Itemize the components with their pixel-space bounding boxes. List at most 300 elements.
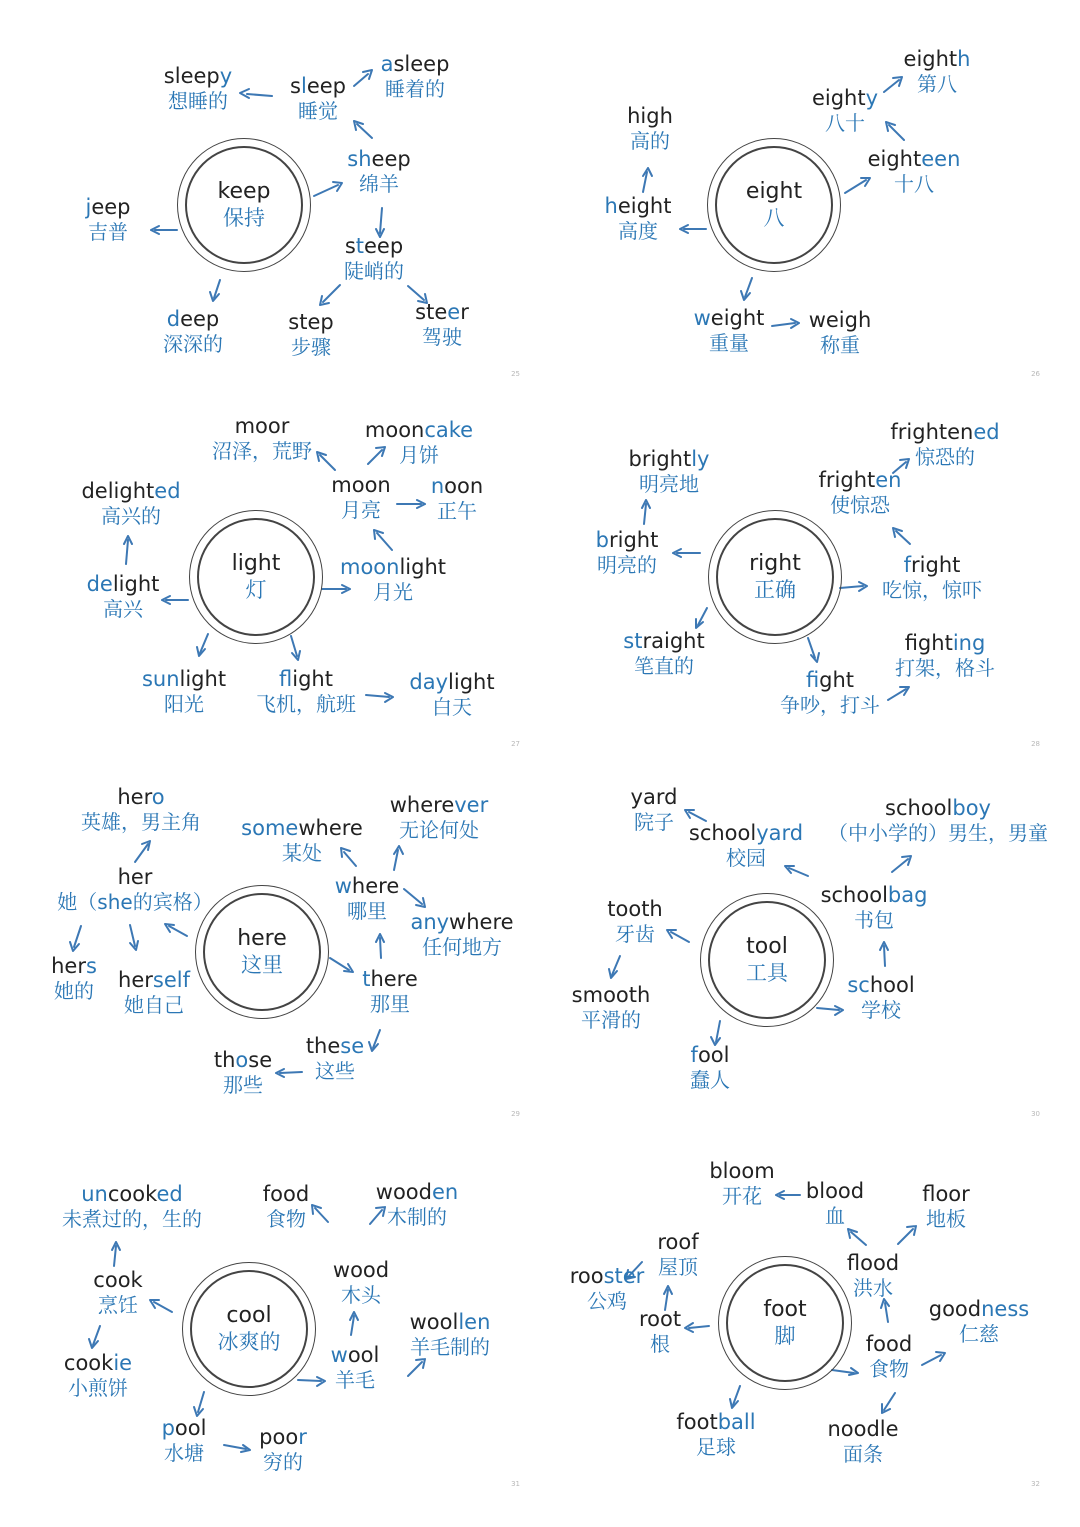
changed-letters: some	[241, 816, 299, 840]
word-english	[409, 670, 494, 695]
word-node	[290, 74, 346, 124]
word-node	[570, 1264, 645, 1314]
word-english	[415, 300, 469, 325]
changed-letters: b	[595, 528, 609, 552]
word-meaning: 那里	[370, 992, 410, 1016]
word-english	[340, 555, 446, 580]
changed-letters: e	[447, 300, 461, 324]
word-meaning: 足球	[695, 1435, 736, 1459]
word-meaning: 吉普	[87, 220, 128, 244]
word-node	[828, 796, 1048, 846]
changed-letters: ver	[454, 793, 489, 817]
changed-letters: se	[340, 1034, 365, 1058]
base-letters: floor	[922, 1182, 970, 1206]
changed-letters: p	[161, 1416, 175, 1440]
word-english	[890, 420, 999, 445]
center-word: keep	[217, 179, 271, 204]
base-letters: roof	[657, 1230, 699, 1254]
word-node	[81, 479, 180, 529]
word-english	[331, 473, 390, 498]
base-letters: raight	[642, 629, 705, 653]
base-letters: sleep	[393, 52, 450, 76]
base-letters: ste	[415, 300, 448, 324]
base-letters: roo	[569, 1264, 604, 1288]
base-letters: where	[449, 910, 514, 934]
word-meaning: 驾驶	[421, 325, 462, 349]
base-letters: fight	[904, 631, 953, 655]
base-letters: where	[298, 816, 363, 840]
word-meaning: 那些	[223, 1073, 263, 1097]
changed-letters: any	[410, 910, 450, 934]
changed-letters: boy	[952, 796, 991, 820]
base-letters: ight	[819, 668, 855, 692]
changed-letters: ed	[973, 420, 1000, 444]
base-letters: foot	[676, 1410, 718, 1434]
page-number: 28	[1031, 740, 1040, 748]
word-english	[868, 147, 961, 172]
word-english	[81, 479, 180, 504]
word-meaning: （中小学的）男生，男童	[828, 821, 1048, 845]
word-english	[895, 631, 995, 656]
page-number: 29	[511, 1110, 520, 1118]
word-english	[780, 668, 880, 693]
word-node	[780, 668, 880, 718]
word-english	[629, 447, 710, 472]
word-node	[347, 147, 410, 197]
word-english	[306, 1034, 364, 1059]
word-node	[331, 473, 390, 523]
changed-letters: y	[219, 64, 233, 88]
word-node	[922, 1182, 970, 1232]
word-english	[390, 793, 488, 818]
word-node	[142, 667, 226, 717]
changed-letters: yard	[756, 821, 804, 845]
word-node	[415, 300, 469, 350]
changed-letters: f	[279, 667, 293, 691]
word-node	[344, 234, 404, 284]
base-letters: right	[911, 553, 961, 577]
word-node	[306, 1034, 364, 1084]
word-node	[390, 793, 488, 843]
base-letters: cook	[93, 1268, 143, 1292]
base-letters: light	[179, 667, 227, 691]
word-meaning: 蠢人	[690, 1068, 730, 1092]
word-english	[62, 1182, 202, 1207]
word-meaning: 烹饪	[98, 1293, 138, 1317]
word-english	[929, 1297, 1029, 1322]
word-meaning: 笔直的	[634, 654, 694, 678]
word-node	[64, 1351, 132, 1401]
word-english	[381, 52, 450, 77]
word-node	[333, 1258, 389, 1308]
changed-letters: a	[380, 52, 394, 76]
base-letters: blood	[805, 1179, 865, 1203]
word-english	[288, 310, 333, 335]
word-english	[376, 1180, 458, 1205]
word-english	[162, 1416, 207, 1441]
word-node	[57, 865, 212, 915]
center-word: right	[749, 551, 801, 576]
base-letters: tooth	[607, 897, 663, 921]
word-meaning: 牙齿	[614, 922, 655, 946]
word-english	[142, 667, 226, 692]
word-node	[340, 555, 446, 605]
word-meaning: 白天	[432, 695, 472, 719]
word-english	[904, 47, 971, 72]
word-node	[694, 306, 765, 356]
changed-letters: f	[903, 553, 912, 577]
word-english	[64, 1351, 132, 1376]
changed-letters: ster	[603, 1264, 645, 1288]
word-node	[162, 1416, 207, 1466]
word-node	[676, 1410, 755, 1460]
changed-letters: een	[921, 147, 961, 171]
word-meaning: 书包	[853, 908, 894, 932]
page-number: 31	[511, 1480, 520, 1488]
center-circle	[189, 510, 323, 644]
word-node	[847, 1251, 899, 1301]
base-letters: eight	[867, 147, 922, 171]
word-english	[163, 307, 223, 332]
word-node	[409, 670, 494, 720]
word-english	[847, 973, 914, 998]
panel-right	[552, 400, 1052, 750]
changed-letters: st	[623, 629, 643, 653]
changed-letters: de	[86, 572, 113, 596]
word-node	[163, 307, 223, 357]
word-node	[410, 1310, 491, 1360]
word-node	[809, 308, 872, 358]
base-letters: poo	[259, 1425, 299, 1449]
word-english	[819, 468, 902, 493]
word-meaning: 惊恐的	[915, 445, 975, 469]
word-node	[335, 874, 400, 924]
word-meaning: 高兴的	[100, 504, 161, 528]
word-meaning: 争吵，打斗	[780, 693, 880, 717]
base-letters: weigh	[808, 308, 872, 332]
panel-here	[32, 770, 532, 1120]
changed-letters: bag	[887, 883, 928, 907]
base-letters: ool	[174, 1416, 207, 1440]
center-circle	[182, 1262, 316, 1396]
word-english	[623, 629, 704, 654]
word-english	[922, 1182, 970, 1207]
base-letters: sleep	[163, 64, 220, 88]
page-number: 32	[1031, 1480, 1040, 1488]
word-english	[627, 104, 673, 129]
word-meaning: 打架，格斗	[895, 656, 995, 680]
center-meaning: 工具	[746, 961, 788, 985]
word-english	[410, 910, 513, 935]
base-letters: step	[288, 310, 334, 334]
changed-letters: j	[85, 195, 92, 219]
changed-letters: ed	[156, 1182, 183, 1206]
word-node	[627, 104, 673, 154]
word-node	[87, 572, 160, 622]
base-letters: cook	[107, 1182, 157, 1206]
center-meaning: 脚	[774, 1324, 796, 1348]
word-meaning: 吃惊，惊吓	[882, 578, 982, 602]
word-meaning: 深深的	[163, 332, 223, 356]
base-letters: se	[248, 1048, 273, 1072]
word-meaning: 第八	[916, 72, 957, 96]
word-meaning: 飞机，航班	[256, 692, 356, 716]
word-node	[657, 1230, 698, 1280]
changed-letters: w	[334, 874, 352, 898]
changed-letters: t	[362, 967, 371, 991]
changed-letters: ball	[717, 1410, 756, 1434]
word-meaning: 睡觉	[298, 99, 338, 123]
base-letters: noodle	[827, 1417, 899, 1441]
word-english	[87, 572, 160, 597]
word-meaning: 无论何处	[398, 818, 479, 842]
changed-letters: t	[355, 234, 364, 258]
word-meaning: 沼泽，荒野	[212, 439, 312, 463]
changed-letters: d	[166, 307, 181, 331]
base-letters: bright	[628, 447, 692, 471]
changed-letters: ness	[981, 1297, 1030, 1321]
changed-letters: un	[81, 1182, 108, 1206]
center-word: foot	[763, 1297, 807, 1322]
base-letters: high	[627, 104, 673, 128]
word-meaning: 木制的	[387, 1205, 447, 1229]
center-meaning: 八	[763, 206, 785, 230]
center-meaning: 正确	[754, 578, 796, 602]
changed-letters: len	[458, 1310, 491, 1334]
base-letters: eight	[710, 306, 765, 330]
word-node	[690, 1043, 730, 1093]
word-meaning: 明亮的	[597, 553, 657, 577]
word-english	[347, 147, 410, 172]
word-meaning: 她的	[53, 979, 94, 1003]
word-meaning: 月饼	[399, 443, 439, 467]
word-meaning: 称重	[819, 333, 860, 357]
word-english	[164, 64, 232, 89]
base-letters: her	[51, 954, 86, 978]
word-english	[607, 897, 662, 922]
word-meaning: 羊毛	[335, 1368, 375, 1392]
word-meaning: 洪水	[852, 1276, 893, 1300]
changed-letters: en	[875, 468, 902, 492]
word-english	[821, 883, 928, 908]
word-english	[214, 1048, 272, 1073]
center-word: tool	[746, 934, 788, 959]
word-meaning: 血	[824, 1204, 845, 1228]
word-english	[331, 1343, 380, 1368]
base-letters: here	[351, 874, 400, 898]
word-meaning: 正午	[436, 499, 477, 523]
word-english	[847, 1251, 899, 1276]
word-english	[263, 1182, 309, 1207]
word-meaning: 高度	[617, 219, 658, 243]
base-letters: oon	[444, 474, 484, 498]
word-node	[866, 1332, 912, 1382]
base-letters: fright	[818, 468, 876, 492]
base-letters: light	[292, 667, 333, 691]
word-english	[694, 306, 765, 331]
word-node	[212, 414, 312, 464]
word-meaning: 小煎饼	[67, 1376, 128, 1400]
center-meaning: 灯	[245, 578, 267, 602]
word-english	[690, 1043, 730, 1068]
changed-letters: ing	[952, 631, 986, 655]
base-letters: smooth	[571, 983, 651, 1007]
word-meaning: 开花	[721, 1184, 762, 1208]
panel-tool	[552, 770, 1052, 1120]
word-node	[331, 1343, 380, 1393]
word-meaning: 羊毛制的	[409, 1335, 490, 1359]
changed-letters: day	[409, 670, 449, 694]
word-meaning: 想睡的	[167, 89, 228, 113]
word-english	[676, 1410, 755, 1435]
base-letters: s	[344, 234, 356, 258]
base-letters: her	[117, 865, 153, 889]
base-letters: eep	[371, 147, 411, 171]
word-meaning: 使惊恐	[829, 493, 890, 517]
word-node	[929, 1297, 1029, 1347]
base-letters: light	[399, 555, 447, 579]
base-letters: cook	[63, 1351, 114, 1375]
base-letters: moon	[331, 473, 391, 497]
word-meaning: 任何地方	[421, 935, 502, 959]
center-circle	[707, 138, 841, 272]
word-node	[806, 1179, 864, 1229]
word-meaning: 她自己	[124, 993, 184, 1017]
word-node	[256, 667, 356, 717]
center-circle	[195, 885, 329, 1019]
center-circle	[700, 893, 834, 1027]
word-english	[333, 1258, 389, 1283]
base-letters: good	[928, 1297, 982, 1321]
word-node	[819, 468, 902, 518]
word-node	[882, 553, 982, 603]
center-word: cool	[226, 1303, 272, 1328]
word-english	[85, 195, 130, 220]
word-node	[623, 629, 704, 679]
word-meaning: 学校	[861, 998, 901, 1022]
word-english	[806, 1179, 864, 1204]
word-node	[689, 821, 803, 871]
base-letters: eep	[364, 234, 404, 258]
base-letters: school	[688, 821, 757, 845]
base-letters: wool	[409, 1310, 459, 1334]
base-letters: food	[262, 1182, 310, 1206]
word-english	[812, 86, 878, 111]
changed-letters: self	[152, 968, 190, 992]
word-node	[410, 910, 513, 960]
word-english	[93, 1268, 142, 1293]
word-node	[827, 1417, 898, 1467]
changed-letters: ed	[154, 479, 181, 503]
changed-letters: cake	[424, 418, 474, 442]
word-node	[93, 1268, 142, 1318]
word-node	[709, 1159, 774, 1209]
word-meaning: 仁慈	[958, 1322, 999, 1346]
center-meaning: 保持	[223, 206, 265, 230]
base-letters: her	[117, 785, 152, 809]
word-node	[631, 785, 678, 835]
word-meaning: 校园	[725, 846, 766, 870]
word-node	[263, 1182, 309, 1232]
base-letters: root	[638, 1307, 682, 1331]
panel-eight	[552, 30, 1052, 380]
word-english	[709, 1159, 774, 1184]
page-number: 27	[511, 740, 520, 748]
center-circle	[177, 138, 311, 272]
word-english	[689, 821, 803, 846]
base-letters: eep	[91, 195, 131, 219]
base-letters: moon	[364, 418, 425, 442]
base-letters: hool	[869, 973, 915, 997]
changed-letters: o	[151, 785, 165, 809]
word-meaning: 未煮过的，生的	[62, 1207, 202, 1231]
changed-letters: moon	[339, 555, 400, 579]
word-english	[570, 1264, 645, 1289]
word-meaning: 高的	[629, 129, 670, 153]
changed-letters: o	[235, 1048, 249, 1072]
word-english	[57, 865, 212, 890]
word-meaning: 木头	[340, 1283, 381, 1307]
word-node	[607, 897, 662, 947]
base-letters: school	[820, 883, 888, 907]
center-meaning: 冰爽的	[217, 1330, 281, 1354]
changed-letters: en	[431, 1180, 459, 1204]
word-meaning: 绵羊	[359, 172, 399, 196]
center-word: light	[231, 551, 281, 576]
base-letters: the	[305, 1034, 341, 1058]
word-node	[362, 967, 418, 1017]
word-meaning: 哪里	[346, 899, 387, 923]
center-word: eight	[745, 179, 803, 204]
center-circle	[708, 510, 842, 644]
word-node	[431, 474, 483, 524]
word-meaning: 根	[649, 1332, 670, 1356]
word-meaning: 公鸡	[586, 1289, 627, 1313]
word-node	[381, 52, 450, 102]
word-meaning: 八十	[824, 111, 865, 135]
word-meaning: 她（she的宾格）	[57, 890, 213, 914]
base-letters: eight	[617, 194, 672, 218]
word-node	[288, 310, 333, 360]
word-english	[431, 474, 483, 499]
word-node	[904, 47, 971, 97]
word-meaning: 月光	[372, 580, 413, 604]
changed-letters: r	[298, 1425, 307, 1449]
word-node	[118, 968, 190, 1018]
word-meaning: 院子	[634, 810, 674, 834]
base-letters: ool	[697, 1043, 730, 1067]
word-meaning: 英雄，男主角	[81, 810, 201, 834]
word-english	[290, 74, 346, 99]
base-letters: her	[118, 968, 153, 992]
base-letters: school	[885, 796, 953, 820]
changed-letters: f	[690, 1043, 698, 1067]
word-english	[410, 1310, 491, 1335]
word-meaning: 步骤	[291, 335, 331, 359]
base-letters: r	[460, 300, 469, 324]
base-letters: wood	[375, 1180, 432, 1204]
word-english	[866, 1332, 912, 1357]
word-english	[596, 528, 659, 553]
word-node	[365, 418, 473, 468]
base-letters: food	[865, 1332, 913, 1356]
word-english	[118, 968, 190, 993]
word-english	[362, 967, 418, 992]
word-english	[335, 874, 400, 899]
base-letters: bloom	[709, 1159, 775, 1183]
word-meaning: 水塘	[164, 1441, 204, 1465]
word-node	[241, 816, 363, 866]
